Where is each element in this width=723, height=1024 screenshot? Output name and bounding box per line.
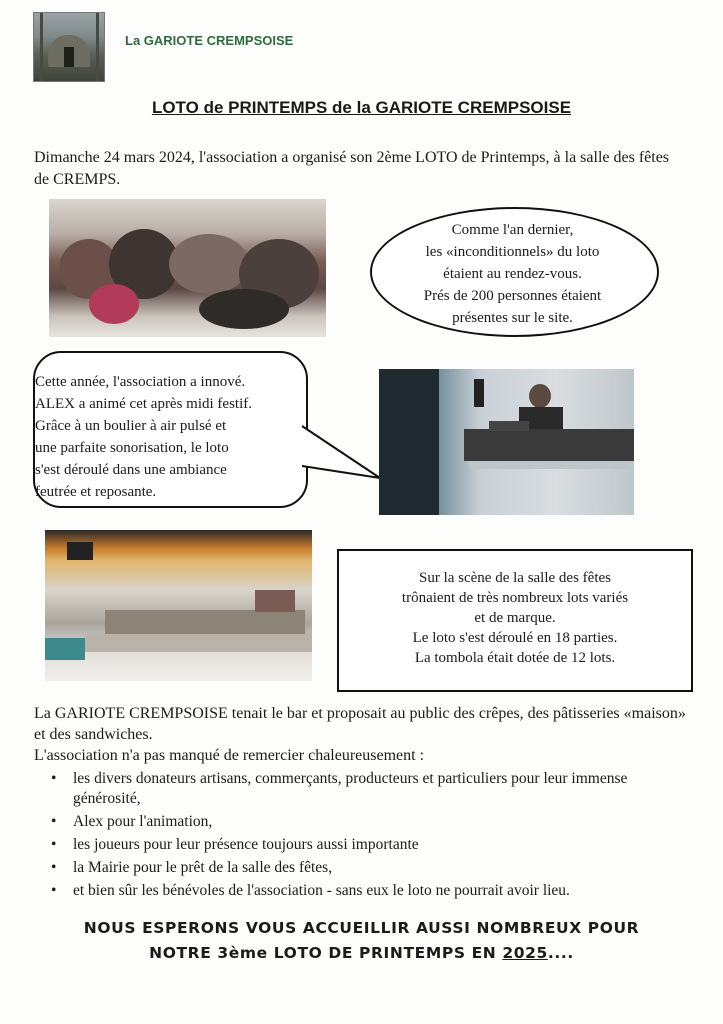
lots-info-text [337, 568, 693, 668]
prizes-row [85, 634, 312, 652]
intro-paragraph: Dimanche 24 mars 2024, l'association a organisé son 2ème LOTO de Printemps, à la salle des fêtes de CREMPS. [34, 149, 670, 188]
list-item: • la Mairie pour le prêt de la salle des fêtes, [51, 859, 333, 876]
bubble-line: ALEX a animé cet après midi festif. [35, 396, 253, 412]
bullet: • [51, 813, 57, 830]
table [464, 429, 634, 461]
thanks-list [34, 769, 694, 901]
prizes-row [105, 610, 305, 636]
photo-prize-stage [45, 530, 312, 681]
closing-year: 2025 [502, 944, 548, 962]
bubble-line: Prés de 200 personnes étaient [423, 288, 602, 304]
bubble-line: étaient au rendez-vous. [443, 266, 582, 282]
closing-line-1: NOUS ESPERONS VOUS ACCUEILLIR AUSSI NOMBREUX POUR [83, 919, 640, 937]
lots-line: et de marque. [474, 610, 556, 626]
page-title: LOTO de PRINTEMPS de la GARIOTE CREMPSOISE [151, 98, 572, 117]
lots-line: Le loto s'est déroulé en 18 parties. [412, 630, 618, 646]
closing-line-2: NOTRE 3ème LOTO DE PRINTEMPS EN 2025.... [149, 944, 574, 962]
tree-trunk [40, 13, 43, 81]
thanks-intro: L'association n'a pas manqué de remercier chaleureusement : [34, 747, 425, 764]
list-item: • et bien sûr les bénévoles de l'association - sans eux le loto ne pourrait avoir lieu. [51, 882, 570, 899]
body-text [34, 703, 694, 904]
tv-screen [67, 542, 93, 560]
speech-bubble-rect-text [35, 371, 310, 503]
bubble-line: présentes sur le site. [452, 310, 573, 326]
bar-paragraph: La GARIOTE CREMPSOISE tenait le bar et proposait au public des crêpes, des pâtisseries «maison» et des sandwiches. [34, 705, 686, 743]
logo-photo [33, 12, 105, 82]
photo-animator-stage [379, 369, 634, 515]
list-item: • les divers donateurs artisans, commerçants, producteurs et particuliers pour leur immense générosité, [51, 770, 628, 807]
bubble-line: Grâce à un boulier à air pulsé et [35, 418, 227, 434]
bubble-line: s'est déroulé dans une ambiance [35, 462, 227, 478]
stage-edge [45, 638, 85, 660]
speaker [474, 379, 484, 407]
bullet: • [51, 859, 57, 876]
bullet: • [51, 770, 57, 787]
lots-line: trônaient de très nombreux lots variés [401, 590, 629, 606]
bubble-line: feutrée et reposante. [35, 484, 157, 500]
bubble-line: une parfaite sonorisation, le loto [35, 440, 229, 456]
animator-head [529, 384, 551, 408]
bubble-line: les «inconditionnels» du loto [425, 244, 600, 260]
bullet: • [51, 882, 57, 899]
header-org-name: La GARIOTE CREMPSOISE [125, 33, 294, 48]
lots-line: Sur la scène de la salle des fêtes [418, 570, 611, 586]
list-item: • Alex pour l'animation, [51, 813, 213, 830]
person [255, 590, 295, 612]
hut-door [64, 47, 74, 67]
lots-line: La tombola était dotée de 12 lots. [414, 650, 616, 666]
tree-trunk [96, 13, 99, 81]
bubble-line: Comme l'an dernier, [451, 222, 574, 238]
photo-crowd-hall [49, 199, 326, 337]
bullet: • [51, 836, 57, 853]
bubble-line: Cette année, l'association a innové. [35, 374, 246, 390]
closing-message [0, 916, 723, 966]
mixing-desk [489, 421, 529, 431]
list-item: • les joueurs pour leur présence toujours aussi importante [51, 836, 419, 853]
speech-bubble-oval-text [370, 219, 655, 329]
